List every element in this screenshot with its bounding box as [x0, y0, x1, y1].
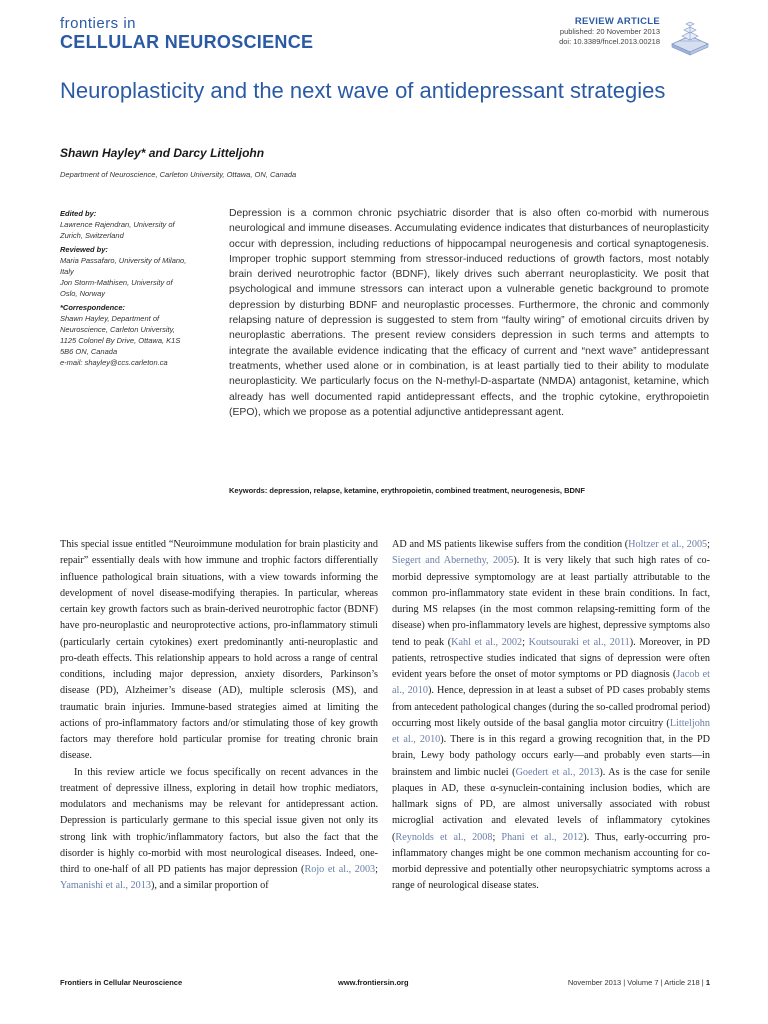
- citation-link[interactable]: Siegert and Abernethy, 2005: [392, 555, 514, 567]
- article-type: REVIEW ARTICLE: [574, 16, 660, 27]
- text-run: ). There is in this regard a growing recognition that, in the PD brain, Lewy body pathology occurs early—and probably even starts—in brainstem and limbic nuclei (: [392, 734, 710, 778]
- body-column-left: [60, 537, 378, 895]
- text-run: AD and MS patients likewise suffers from the condition (: [392, 539, 629, 550]
- citation-link[interactable]: Goedert et al., 2013: [515, 766, 600, 778]
- text-run: ), and a similar proportion of: [150, 880, 269, 892]
- citation-link[interactable]: Jacob et al., 2010: [392, 669, 710, 697]
- text-run: ). As is the case for senile plaques in AD, these α-synuclein-containing inclusion bodies, which are hallmark signs of PD, are almost universally associated with robust microglial activation and elevated levels of inflammatory cytokines (: [392, 766, 711, 843]
- text-run: ). Thus, early-occurring pro-inflammatory changes might be one common mechanism accounting for co-morbid depressive and potentially other neuropsychiatric symptoms across a range of neurological disease states.: [392, 831, 710, 892]
- citation-link[interactable]: Reynolds et al., 2008: [395, 831, 493, 843]
- keywords: Keywords: depression, relapse, ketamine, erythropoietin, combined treatment, neurogenesis, BDNF: [229, 486, 585, 495]
- footer-journal: Frontiers in Cellular Neuroscience: [60, 978, 183, 987]
- author-affiliation: Department of Neuroscience, Carleton University, Ottawa, ON, Canada: [60, 170, 297, 179]
- article-meta: [559, 16, 660, 47]
- page-number: 1: [705, 978, 710, 987]
- citation-link[interactable]: Phani et al., 2012: [501, 831, 584, 843]
- journal-logo[interactable]: [60, 16, 313, 52]
- edited-by: Lawrence Rajendran, University of Zurich, Switzerland: [60, 220, 175, 240]
- citation-link[interactable]: Litteljohn et al., 2010: [392, 717, 710, 745]
- correspondence-label: *Correspondence:: [60, 303, 126, 312]
- citation-link[interactable]: Holtzer et al., 2005: [628, 539, 708, 550]
- text-run: ). Moreover, in PD patients, retrospective studies indicated that signs of depression were often evident years before the onset of motor symptoms or PD diagnosis (: [392, 636, 710, 680]
- paragraph: [392, 537, 710, 895]
- citation-link[interactable]: Yamanishi et al., 2013: [60, 880, 151, 892]
- page-header: [60, 16, 710, 66]
- abstract: Depression is a common chronic psychiatric disorder that is also often co-morbid with numerous neurological and immune diseases. Accumulating evidence indicates that disturbances of neuroplasticity occur with depression, including reductions of hippocampal neurogenesis and cortical synaptogenesis. Improper trophic support stemming from stressor-induced reductions of growth factors, most notably brain derived neurotrophic factor (BDNF), likely drives such aberrant neuroplasticity. We posit that psychological and immune stressors can interact upon a vulnerable genetic background to promote depression by disturbing BDNF and neuroplastic processes. Furthermore, the chronic and commonly relapsing nature of depression is suggested to stem from “faulty wiring” of emotional circuits driven by neuroplastic aberrations. The present review considers depression in such terms and attempts to integrate the available evidence indicating that the efficacy of current and “next wave” antidepressant treatments, whether used alone or in combination, is at least partially tied to their ability to modulate neuroplasticity. We particularly focus on the N-methyl-D-aspartate (NMDA) antagonist, ketamine, which already has well documented rapid antidepressant effects, and the trophic cytokine, erythropoietin (EPO), which we propose as a potential adjunctive antidepressant agent.: [229, 208, 709, 418]
- correspondence: Shawn Hayley, Department of Neuroscience, Carleton University, 1125 Colonel By Drive, Ottawa, K1S 5B6 ON, Canada e-mail: shayley@ccs.carleton.ca: [60, 314, 181, 367]
- journal-cube-icon: [670, 18, 710, 56]
- doi[interactable]: doi: 10.3389/fncel.2013.00218: [559, 37, 660, 46]
- text-run: ;: [492, 831, 502, 843]
- footer-url[interactable]: www.frontiersin.org: [338, 978, 409, 987]
- reviewed-by-label: Reviewed by:: [60, 245, 108, 254]
- paragraph: This special issue entitled “Neuroimmune modulation for brain plasticity and repair” essentially deals with how immune and trophic factors differentially influence pathological brain situations, with a view towards informing the development of novel disease-modifying therapies. In particular, whereas certain key growth factors such as brain-derived neurotrophic factor (BDNF) have pro-neuroplastic and neuroprotective actions, pro-inflammatory stimuli (particularly certain cytokines) exert predominantly anti-neuroplastic and pro-death effects. This relationship appears to hold across a range of central conditions, including major depression, anxiety disorders, Parkinson’s disease (PD), Alzheimer’s disease (AD), multiple sclerosis (MS), and traumatic brain injuries. Immune-based strategies aimed at limiting the actions of pro-inflammatory factors and/or stimulating those of key growth factors may therefore hold particular promise for treating chronic brain disease.: [60, 539, 378, 762]
- reviewed-by: Maria Passafaro, University of Milano, Italy Jon Storm-Mathisen, University of Oslo, Norway: [60, 256, 187, 298]
- article-authors: Shawn Hayley* and Darcy Litteljohn: [60, 146, 265, 160]
- citation-link[interactable]: Kahl et al., 2002: [451, 636, 523, 648]
- citation-link[interactable]: Koutsouraki et al., 2011: [528, 636, 630, 648]
- citation-link[interactable]: Rojo et al., 2003: [304, 864, 376, 875]
- text-run: ;: [707, 539, 710, 550]
- text-run: In this review article we focus specifically on recent advances in the treatment of depressive illness, exploring in detail how trophic mediators, modulators and mechanisms may be relevant for antidepressant action. Depression is particularly germane to this special issue given not only its strong link with trophic/inflammatory factors, but also the fact that the disorder is highly co-morbid with most neurological diseases. Indeed, one-third to one-half of all PD patients has major depression (: [60, 766, 378, 875]
- edited-by-label: Edited by:: [60, 209, 97, 218]
- paragraph: [60, 765, 378, 895]
- text-run: ). Hence, depression in at least a subset of PD cases probably stems from antecedent pathological changes (during the so-called prodromal period) occurring most likely outside of the basal ganglia motor circuitry (: [392, 685, 711, 729]
- issue-info: November 2013 | Volume 7 | Article 218 |: [567, 978, 704, 987]
- footer-issue: [568, 978, 710, 987]
- text-run: ;: [522, 636, 529, 648]
- text-run: ;: [375, 864, 378, 875]
- text-run: ). It is very likely that such high rates of co-morbid depressive symptomology are at least partially attributable to the common pro-inflammatory state evident in these brain conditions. In fact, during MS relapses (in the most common relapsing-remitting form of the disease) when pro-inflammatory levels are highest, depressive symptoms also tend to peak (: [392, 555, 710, 648]
- published-date: published: 20 November 2013: [559, 27, 660, 36]
- article-title: Neuroplasticity and the next wave of antidepressant strategies: [60, 78, 666, 103]
- journal-prefix: frontiers in: [60, 15, 137, 32]
- journal-name: CELLULAR NEUROSCIENCE: [60, 32, 314, 52]
- body-column-right: [392, 537, 710, 895]
- article-info-sidebar: [60, 208, 220, 371]
- page-footer: [60, 978, 710, 992]
